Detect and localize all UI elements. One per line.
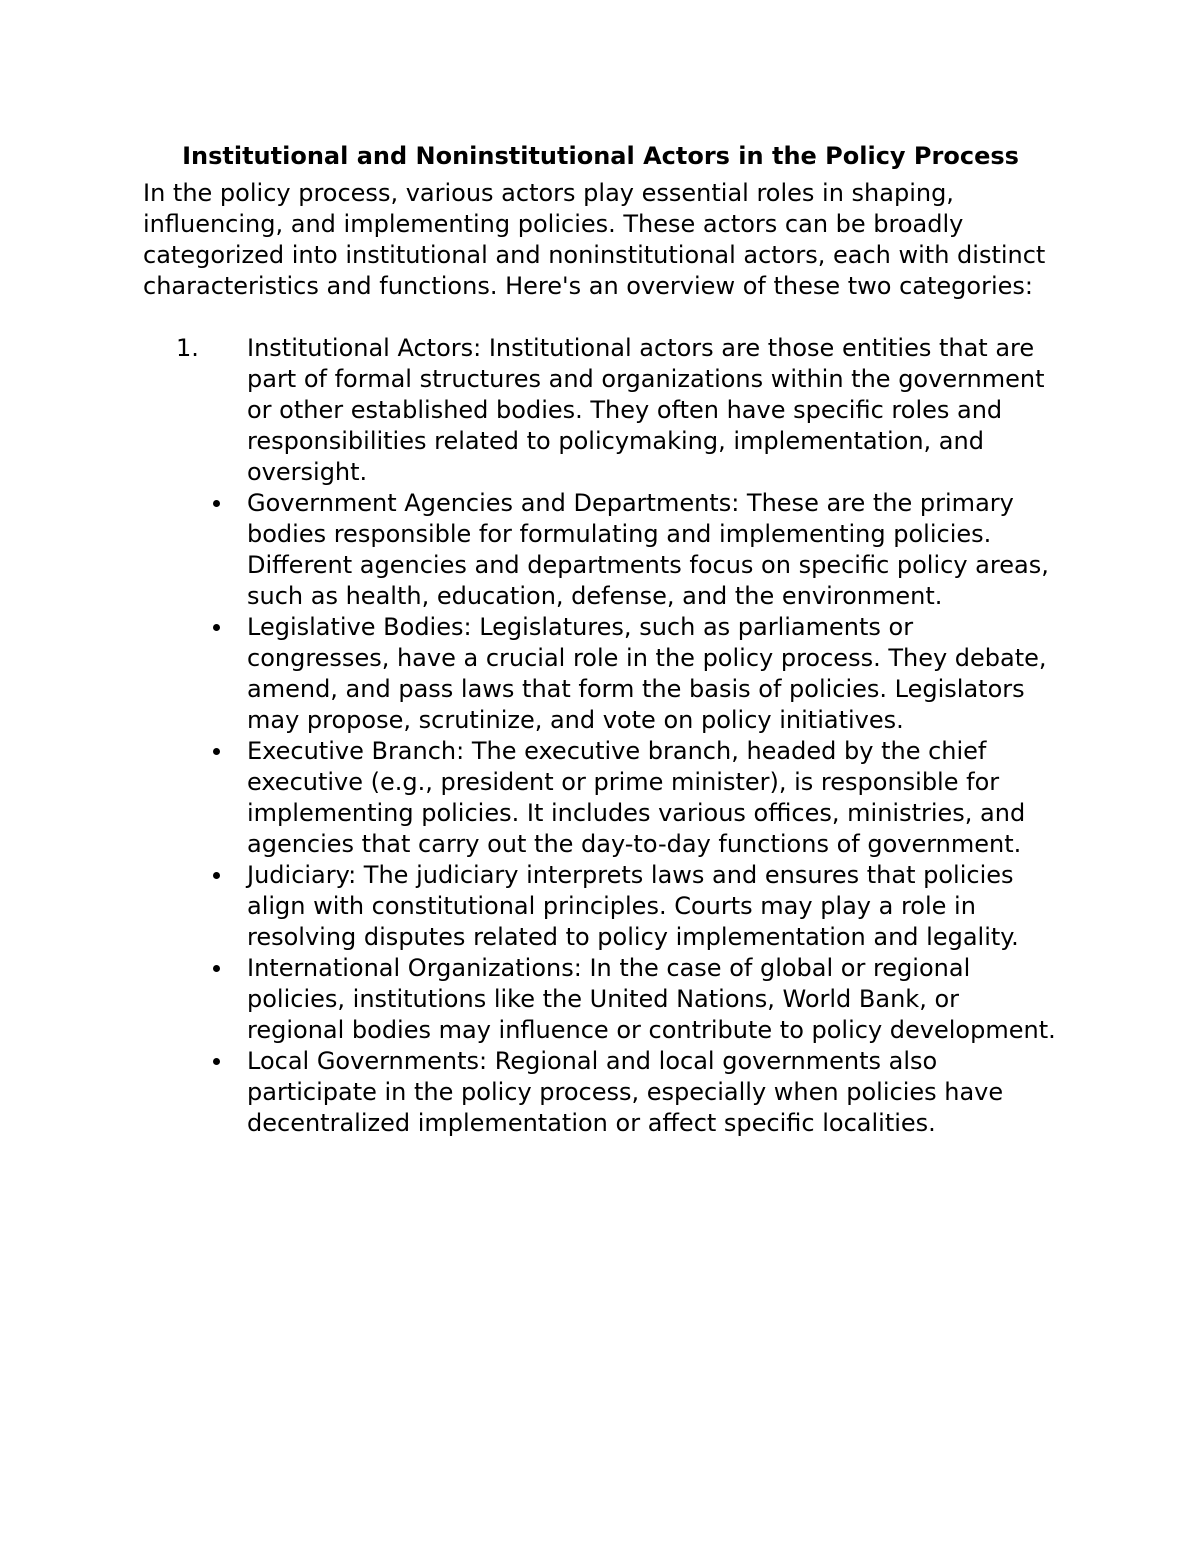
list-item-text: Government Agencies and Departments: These are the primary bodies responsible for formulating and implementing policies. Different agencies and departments focus on specific policy areas, such as health, education, defense, and the environment. [247, 489, 1049, 610]
bullet-icon [213, 748, 220, 755]
numbered-item-1 [143, 333, 1058, 488]
bullet-icon [213, 1058, 220, 1065]
list-item [143, 488, 1058, 612]
bullet-icon [213, 624, 220, 631]
list-item [143, 736, 1058, 860]
list-item [143, 1046, 1058, 1139]
bullet-icon [213, 872, 220, 879]
list-item [143, 860, 1058, 953]
list-item [143, 612, 1058, 736]
bullet-list [143, 488, 1058, 1139]
list-item [143, 953, 1058, 1046]
list-item-text: Judiciary: The judiciary interprets laws and ensures that policies align with constitutional principles. Courts may play a role in resolving disputes related to policy implementation and legality. [247, 861, 1019, 951]
intro-paragraph: In the policy process, various actors play essential roles in shaping, influencing, and implementing policies. These actors can be broadly categorized into institutional and noninstitutional actors, each with distinct characteristics and functions. Here's an overview of these two categories: [143, 179, 1046, 300]
document-page [143, 141, 1058, 1139]
list-item-text: Legislative Bodies: Legislatures, such as parliaments or congresses, have a crucial role in the policy process. They debate, amend, and pass laws that form the basis of policies. Legislators may propose, scrutinize, and vote on policy initiatives. [247, 613, 1047, 734]
numbered-item-text: Institutional Actors: Institutional actors are those entities that are part of formal structures and organizations within the government or other established bodies. They often have specific roles and responsibilities related to policymaking, implementation, and oversight. [247, 334, 1045, 486]
list-item-text: Executive Branch: The executive branch, headed by the chief executive (e.g., president or prime minister), is responsible for implementing policies. It includes various offices, ministries, and agencies that carry out the day-to-day functions of government. [247, 737, 1026, 858]
list-number: 1. [176, 334, 199, 362]
list-item-text: Local Governments: Regional and local governments also participate in the policy process, especially when policies have decentralized implementation or affect specific localities. [247, 1047, 1004, 1137]
bullet-icon [213, 500, 220, 507]
document-title: Institutional and Noninstitutional Actors in the Policy Process [182, 142, 1019, 170]
list-item-text: International Organizations: In the case of global or regional policies, institutions like the United Nations, World Bank, or regional bodies may influence or contribute to policy development. [247, 954, 1056, 1044]
bullet-icon [213, 965, 220, 972]
